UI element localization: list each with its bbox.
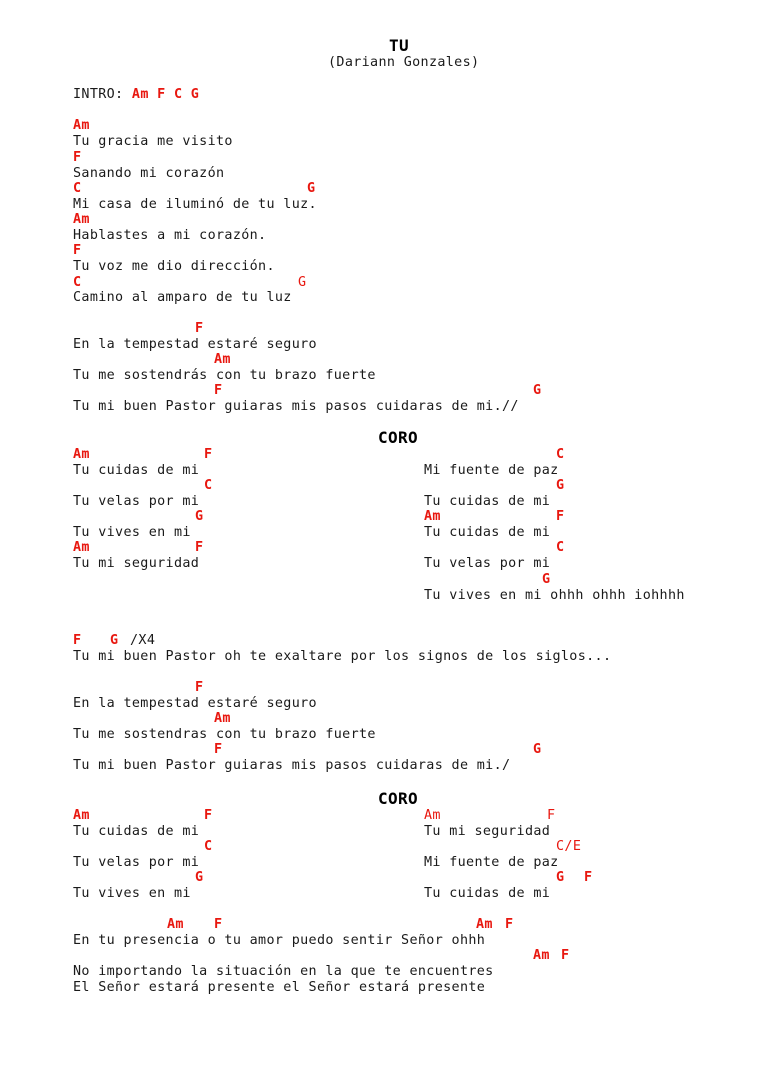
lyric-line: No importando la situación en la que te encuentres [73,964,494,979]
lyric-line: En la tempestad estaré seguro [73,696,317,711]
lyric-line: Tu mi buen Pastor oh te exaltare por los signos de los siglos... [73,649,612,664]
intro-chords: Am F C G [131,87,200,102]
chord-label: Am [73,212,90,227]
lyric-line: Mi casa de iluminó de tu luz. [73,197,317,212]
chord-label: F [214,383,223,398]
intro-label: INTRO: [73,87,124,102]
lyric-line: Tu mi buen Pastor guiaras mis pasos cuidaras de mi.// [73,399,519,414]
lyric-line: En tu presencia o tu amor puedo sentir Señor ohhh [73,933,486,948]
chord-label: Am [73,118,90,133]
coro-heading-2: CORO [378,789,418,808]
lyric-line: Tu cuidas de mi [424,886,551,901]
chord-label: Am [533,948,550,963]
chord-label: F [195,540,204,555]
chord-label: G [533,742,542,757]
chord-label: F [73,633,82,648]
chord-label: F [547,808,556,823]
chord-label: Am [73,447,90,462]
chord-label: F [561,948,570,963]
lyric-line: Sanando mi corazón [73,166,225,181]
chord-label: C [73,181,82,196]
chord-label: G [533,383,542,398]
chord-label: Am [214,352,231,367]
chord-label: Am [167,917,184,932]
lyric-line: Hablastes a mi corazón. [73,228,267,243]
coro-heading: CORO [378,428,418,447]
chord-label: F [195,680,204,695]
chord-label: F [204,447,213,462]
lyric-line: Mi fuente de paz [424,463,559,478]
lyric-line: Tu velas por mi [73,855,200,870]
song-title: TU [389,36,409,55]
chord-label: G [298,275,307,290]
chord-label: C [556,447,565,462]
intro-line [73,87,199,103]
lyric-line: Tu vives en mi [73,525,191,540]
lyric-line: El Señor estará presente el Señor estará presente [73,980,486,995]
song-author: (Dariann Gonzales) [328,55,480,70]
lyric-line: Tu cuidas de mi [424,525,551,540]
lyric-line: Tu gracia me visito [73,134,233,149]
lyric-line: Camino al amparo de tu luz [73,290,292,305]
chord-label: G [195,509,204,524]
lyric-line: Tu vives en mi ohhh ohhh iohhhh [424,588,685,603]
chord-label: F [505,917,514,932]
lyric-line: Mi fuente de paz [424,855,559,870]
chord-label: G [307,181,316,196]
lyric-line: Tu vives en mi [73,886,191,901]
chord-label: C [73,275,82,290]
lyric-line: Tu voz me dio dirección. [73,259,275,274]
chord-label: G [556,478,565,493]
chord-label: C [556,540,565,555]
chord-label: G [556,870,565,885]
chord-label: Am [424,808,441,823]
chord-label: F [214,742,223,757]
lyric-line: Tu me sostendrás con tu brazo fuerte [73,368,376,383]
chord-label: G [542,572,551,587]
chord-label: Am [73,808,90,823]
chord-label: F [584,870,593,885]
lyric-line: Tu mi seguridad [424,824,551,839]
lyric-line: Tu cuidas de mi [424,494,551,509]
chord-label: F [73,243,82,258]
lyric-line: Tu me sostendras con tu brazo fuerte [73,727,376,742]
lyric-line: Tu velas por mi [424,556,551,571]
chord-label: C [204,478,213,493]
chord-label: Am [424,509,441,524]
chord-label: F [195,321,204,336]
lyric-line: Tu mi buen Pastor guiaras mis pasos cuidaras de mi./ [73,758,511,773]
chord-label: F [214,917,223,932]
chord-label: F [204,808,213,823]
chord-label: F [73,150,82,165]
lyric-line: /X4 [130,633,156,648]
chord-label: G [195,870,204,885]
chord-label: Am [476,917,493,932]
chord-label: G [110,633,119,648]
lyric-line: Tu velas por mi [73,494,200,509]
chord-label: C [204,839,213,854]
lyric-line: Tu cuidas de mi [73,824,200,839]
chord-label: F [556,509,565,524]
lyric-line: Tu mi seguridad [73,556,200,571]
chord-label: C/E [556,839,582,854]
lyric-line: Tu cuidas de mi [73,463,200,478]
lyric-line: En la tempestad estaré seguro [73,337,317,352]
chord-label: Am [214,711,231,726]
chord-label: Am [73,540,90,555]
